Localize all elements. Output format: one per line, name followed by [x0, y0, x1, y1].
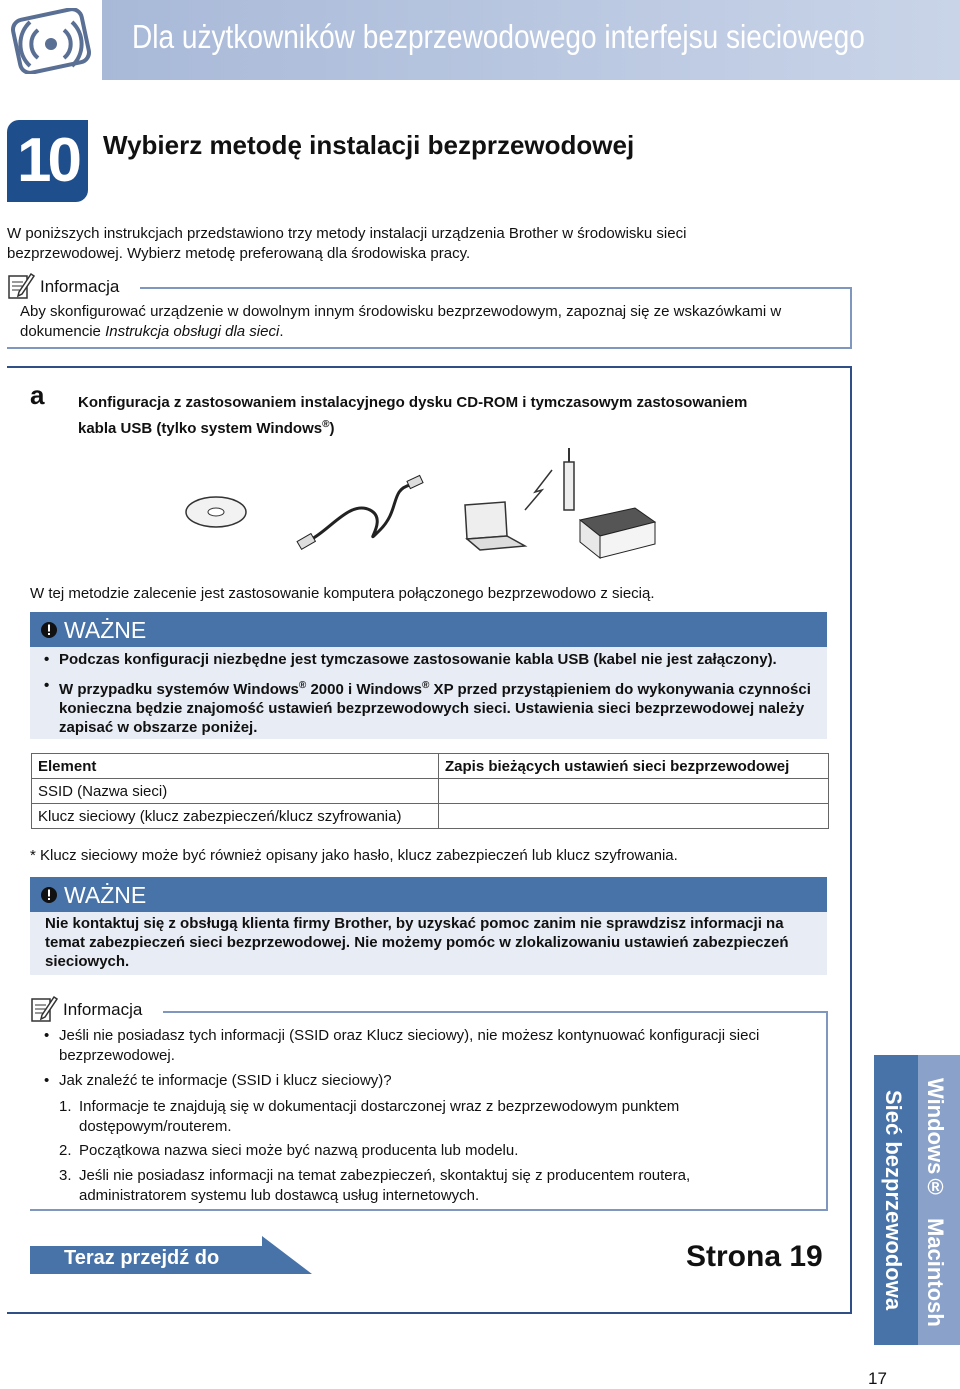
note-box-top-rule — [140, 287, 850, 289]
network-key-value-cell[interactable] — [439, 804, 829, 829]
section-letter: a — [30, 380, 45, 410]
wireless-icon — [8, 8, 94, 74]
intro-text: W poniższych instrukcjach przedstawiono trzy metody instalacji urządzenia Brother w środowisku sieci bezprzewodowej. Wybierz metodę preferowaną dla środowiska pracy. — [7, 225, 687, 262]
list-number: 3. — [59, 1167, 72, 1184]
bullet-dot: • — [44, 1072, 50, 1089]
laptop-icon — [465, 502, 525, 550]
usb-cable-icon — [297, 475, 423, 549]
table-row — [32, 779, 829, 804]
section-title-line2-text: kabla USB (tylko system Windows — [78, 420, 323, 437]
bullet-text: XP przed przystąpieniem do wykonywania czynności konieczna będzie znajomość ustawień bezprzewodowych sieci. Ustawienia sieci bezprzewodowej należy zapisać w obszarze poniżej. — [59, 681, 811, 736]
section-title-end: ) — [329, 420, 335, 437]
table-header-element: Element — [32, 754, 439, 779]
list-text: Jeśli nie posiadasz informacji na temat zabezpieczeń, skontaktuj się z producentem routera, administratorem systemu lub dostawcą usług internetowych. — [79, 1167, 691, 1204]
table-cell-network-key: Klucz sieciowy (klucz zabezpieczeń/klucz szyfrowania) — [32, 804, 439, 829]
router-icon — [564, 448, 574, 510]
settings-table — [31, 753, 829, 829]
side-tab-windows-label: Windows® — [923, 1078, 948, 1200]
list-text: Początkowa nazwa sieci może być nazwą producenta lub modelu. — [79, 1142, 519, 1159]
registered-mark: ® — [322, 419, 330, 430]
bullet-dot: • — [44, 677, 50, 694]
important-text: Nie kontaktuj się z obsługą klienta firmy Brother, by uzyskać pomoc zanim nie sprawdzisz informacji na temat zabezpieczeń sieci bezprzewodowej. Nie możemy pomóc w zlokalizowaniu ustawień zabezpieczeń sieciowych. — [45, 915, 789, 970]
side-tab-wireless-label: Sieć bezprzewodowa — [881, 1090, 906, 1311]
list-item — [59, 1097, 819, 1137]
bullet-text: W przypadku systemów Windows — [59, 681, 299, 698]
table-cell-ssid: SSID (Nazwa sieci) — [32, 779, 439, 804]
note-bullet: Jak znaleźć te informacje (SSID i klucz sieciowy)? — [59, 1072, 392, 1089]
important-bullet — [59, 676, 819, 737]
side-tab-macintosh-label: Macintosh — [923, 1218, 948, 1327]
devices-illustration — [180, 440, 660, 560]
list-number: 2. — [59, 1142, 72, 1159]
manual-title: Instrukcja obsługi dla sieci — [105, 323, 280, 340]
note-text-end: . — [279, 323, 284, 340]
warning-icon — [40, 886, 58, 904]
goto-label: Teraz przejdź do — [64, 1247, 220, 1269]
footnote: * Klucz sieciowy może być również opisany jako hasło, klucz zabezpieczeń lub klucz szyfrowania. — [30, 847, 678, 864]
table-header-record: Zapis bieżących ustawień sieci bezprzewodowej — [439, 754, 829, 779]
warning-icon — [40, 621, 58, 639]
section-title-line2 — [78, 414, 818, 440]
list-item — [59, 1141, 819, 1161]
note-pencil-icon — [30, 993, 58, 1023]
section-title-line1: Konfiguracja z zastosowaniem instalacyjnego dysku CD-ROM i tymczasowym zastosowaniem — [78, 394, 748, 411]
table-row — [32, 804, 829, 829]
note-title: Informacja — [40, 277, 120, 296]
note-text-main: Aby skonfigurować urządzenie w dowolnym innym środowisku bezprzewodowym, zapoznaj się ze wskazówkami w dokumencie — [20, 303, 782, 340]
printer-icon — [580, 508, 655, 558]
page-reference-link[interactable]: Strona 19 — [686, 1240, 823, 1273]
list-item — [59, 1166, 819, 1206]
header-title: Dla użytkowników bezprzewodowego interfejsu sieciowego — [132, 18, 865, 55]
list-text: Informacje te znajdują się w dokumentacji dostarczonej wraz z bezprzewodowym punktem dostępowym/routerem. — [79, 1098, 680, 1135]
note-pencil-icon — [7, 270, 35, 300]
note-title: Informacja — [63, 1000, 143, 1019]
ssid-value-cell[interactable] — [439, 779, 829, 804]
note-bullet: Jeśli nie posiadasz tych informacji (SSID oraz Klucz sieciowy), nie możesz kontynuować konfiguracji sieci bezprzewodowej. — [59, 1027, 760, 1064]
note-box-bottom-rule — [30, 1209, 828, 1211]
important-title: WAŻNE — [64, 617, 147, 643]
note-box-right-rule — [826, 1011, 828, 1209]
cd-rom-icon — [186, 497, 246, 527]
bullet-dot: • — [44, 651, 50, 668]
section-title — [78, 392, 818, 440]
important-header — [30, 877, 827, 912]
section-description: W tej metodzie zalecenie jest zastosowanie komputera połączonego bezprzewodowo z siecią. — [30, 585, 655, 602]
registered-mark: ® — [298, 680, 307, 691]
important-bullet: Podczas konfiguracji niezbędne jest tymczasowe zastosowanie kabla USB (kabel nie jest załączony). — [59, 651, 777, 668]
bullet-dot: • — [44, 1027, 50, 1044]
step-number: 10 — [7, 120, 88, 202]
table-row — [32, 754, 829, 779]
note-box-top-rule — [163, 1011, 827, 1013]
registered-mark: ® — [422, 680, 430, 691]
note-text — [20, 302, 820, 342]
list-number: 1. — [59, 1098, 72, 1115]
step-title: Wybierz metodę instalacji bezprzewodowej — [103, 130, 635, 160]
page-number: 17 — [868, 1369, 887, 1388]
important-header — [30, 612, 827, 647]
important-title: WAŻNE — [64, 882, 147, 908]
bullet-text: 2000 i Windows — [306, 681, 423, 698]
wireless-signal-icon — [525, 470, 552, 510]
